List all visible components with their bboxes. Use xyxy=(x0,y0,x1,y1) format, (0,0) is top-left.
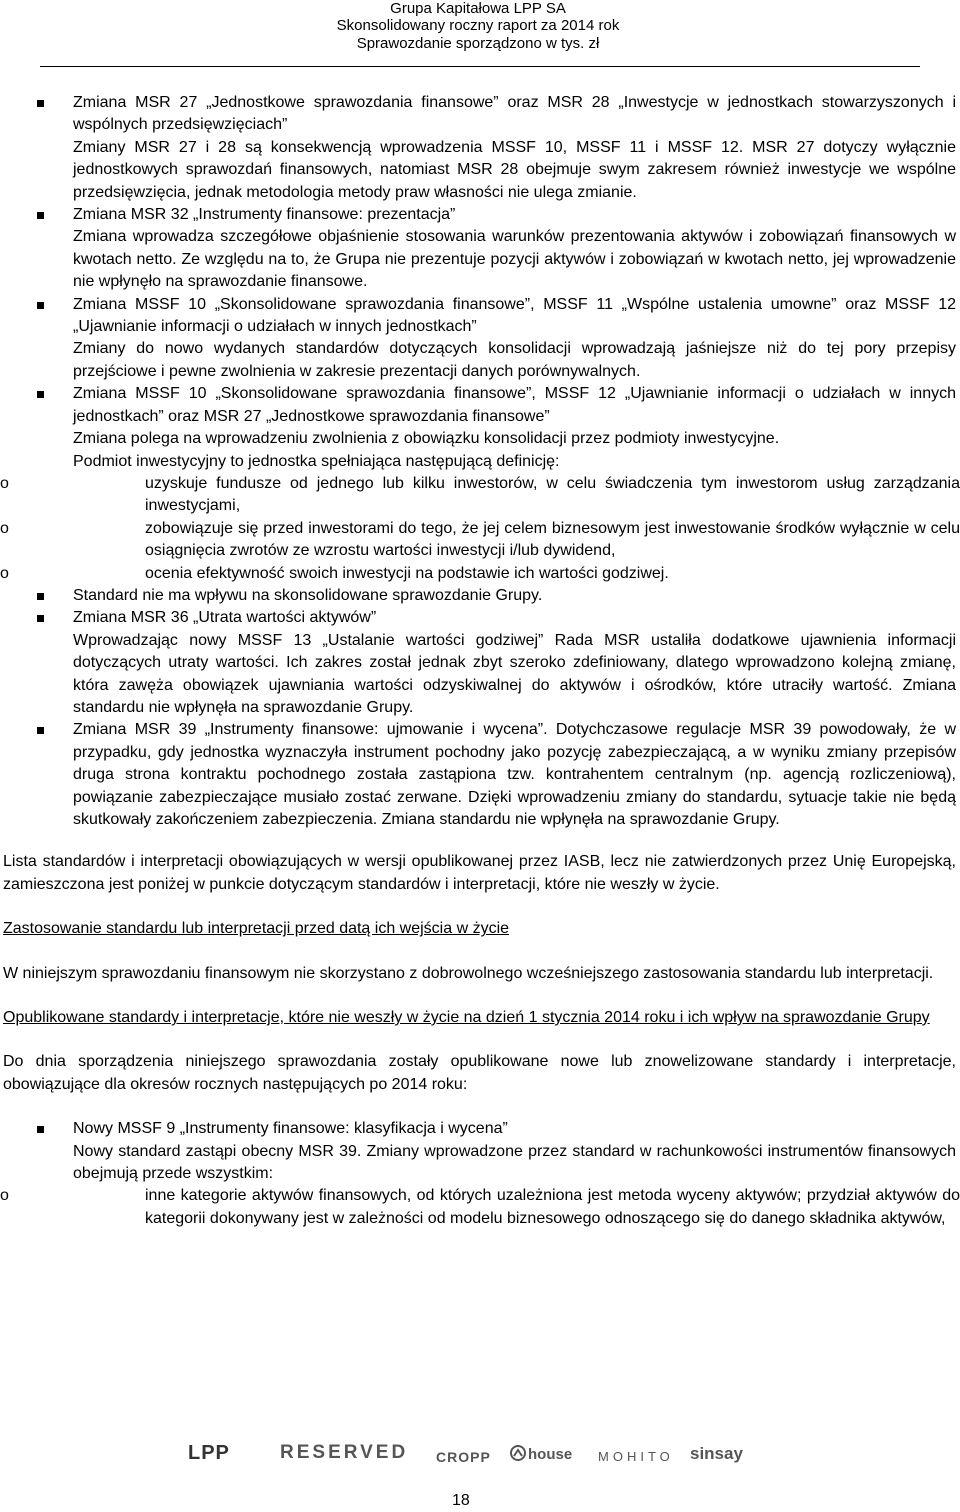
sub-bullet-marker: o xyxy=(0,519,9,537)
logo-cropp: CROPP xyxy=(436,1449,491,1465)
bullet-text: Nowy standard zastąpi obecny MSR 39. Zmiany wprowadzone przez standard w rachunkowości instrumentów finansowych obejmują przede wszystkim: xyxy=(73,1142,956,1183)
header-report-title: Skonsolidowany roczny raport za 2014 rok xyxy=(336,17,620,34)
bullet-text: Zmiana polega na wprowadzeniu zwolnienia z obowiązku konsolidacji przez podmioty inwestycyjne. xyxy=(73,430,780,448)
bullet-text: Zmiana wprowadza szczegółowe objaśnienie stosowania warunków prezentowania aktywów i zobowiązań finansowych w kwotach netto. Ze względu na to, że Grupa nie prezentuje pozycji aktywów i zobowiązań w kwotach netto, jej wprowadzenie nie wpłynęło na sprawozdanie finansowe. xyxy=(73,228,956,291)
page-number: 18 xyxy=(452,1492,470,1509)
bullet-closing-text: Standard nie ma wpływu na skonsolidowane sprawozdanie Grupy. xyxy=(73,586,543,604)
footer-brand-logos xyxy=(0,1432,960,1472)
sub-item-text: zobowiązuje się przed inwestorami do tego, że jej celem biznesowym jest inwestowanie środków wyłącznie w celu osiągnięcia zwrotów ze wzrostu wartości inwestycji i/lub dywidend, xyxy=(145,519,960,560)
header-company: Grupa Kapitałowa LPP SA xyxy=(390,0,566,17)
bullet-msr39 xyxy=(0,719,960,831)
paragraph-iasb-list: Lista standardów i interpretacji obowiązujących w wersji opublikowanej przez IASB, lecz nie zatwierdzonych przez Unię Europejską, zamieszczona jest poniżej w punkcie dotyczącym standardów i interpretacji, które nie weszły w życie. xyxy=(3,853,956,893)
header-currency-note: Sprawozdanie sporządzono w tys. zł xyxy=(356,35,600,52)
bullet-title: Zmiana MSSF 10 „Skonsolidowane sprawozdania finansowe”, MSSF 12 „Ujawnianie informacji o udziałach w innych jednostkach” oraz MSR 27 „Jednostkowe sprawozdania finansowe” xyxy=(73,385,956,425)
sub-list-item xyxy=(0,1185,960,1230)
bullet-closing xyxy=(0,585,960,607)
bullet-text: Podmiot inwestycyjny to jednostka spełniająca następującą definicję: xyxy=(73,452,560,470)
bullet-investment-entities xyxy=(0,383,960,473)
sub-item-text: inne kategorie aktywów finansowych, od których uzależniona jest metoda wyceny aktywów; przydział aktywów do kategorii dokonywany jest w zależności od modelu biznesowego odnoszącego się do danego składnika aktywów, xyxy=(145,1187,960,1227)
bullet-text: Wprowadzając nowy MSSF 13 „Ustalanie wartości godziwej” Rada MSR ustaliła dodatkowe ujawnienia informacji dotyczących utraty wartości. Ich zakres został jednak zbyt szeroko zdefiniowany, dlatego wprowadzono kolejną zmianę, która zawęża obowiązek ujawniania wartości odzyskiwalnej do aktywów i ośrodków, które utraciły wartość. Zmiana standardu nie wpłynęła na sprawozdanie Grupy. xyxy=(73,631,956,716)
logo-house-text: house xyxy=(528,1446,573,1463)
house-icon xyxy=(510,1445,528,1461)
bullet-text: Zmiany MSR 27 i 28 są konsekwencją wprowadzenia MSSF 10, MSSF 11 i MSSF 12. MSR 27 dotyczy wyłącznie jednostkowych sprawozdań finansowych, natomiast MSR 28 obejmuje swym zakresem również inwestycje we wspólne przedsięwzięcia, jednak metodologia metody praw własności nie ulega zmianie. xyxy=(73,138,956,201)
header-divider xyxy=(40,66,920,67)
bullet-title: Zmiana MSR 32 „Instrumenty finansowe: prezentacja” xyxy=(73,206,456,224)
bullet-title: Nowy MSSF 9 „Instrumenty finansowe: klasyfikacja i wycena” xyxy=(73,1120,508,1138)
bullet-title: Zmiana MSR 36 „Utrata wartości aktywów” xyxy=(73,609,377,627)
logo-house xyxy=(510,1444,572,1466)
logo-sinsay: sinsay xyxy=(690,1444,743,1463)
bullet-title: Zmiana MSR 27 „Jednostkowe sprawozdania finansowe” oraz MSR 28 „Inwestycje w jednostkach stowarzyszonych i wspólnych przedsięwzięciach” xyxy=(73,94,956,134)
bullet-msr32 xyxy=(0,204,960,294)
sub-item-text: ocenia efektywność swoich inwestycji na podstawie ich wartości godziwej. xyxy=(145,564,669,582)
bullet-title: Zmiana MSSF 10 „Skonsolidowane sprawozdania finansowe”, MSSF 11 „Wspólne ustalenia umowne” oraz MSSF 12 „Ujawnianie informacji o udziałach w innych jednostkach” xyxy=(73,295,956,336)
sub-bullet-marker: o xyxy=(0,564,9,582)
sub-list-item xyxy=(0,518,960,563)
logo-mohito: MOHITO xyxy=(598,1449,674,1464)
document-body xyxy=(0,92,960,1230)
sub-bullet-marker: o xyxy=(0,1187,9,1205)
section-heading-published-standards: Opublikowane standardy i interpretacje, które nie weszły w życie na dzień 1 stycznia 2014 roku i ich wpływ na sprawozdanie Grupy xyxy=(3,1009,930,1027)
bullet-msr36 xyxy=(0,607,960,719)
sub-bullet-marker: o xyxy=(0,474,9,492)
sub-list-item xyxy=(0,473,960,518)
section-heading-early-adoption: Zastosowanie standardu lub interpretacji przed datą ich wejścia w życie xyxy=(3,920,510,938)
bullet-text: Zmiana MSR 39 „Instrumenty finansowe: ujmowanie i wycena”. Dotychczasowe regulacje MSR 39 powodowały, że w przypadku, gdy jednostka wyznaczyła instrument pochodny jako pozycję zabezpieczającą, a w wyniku zmiany przepisów druga strona kontraktu pochodnego została zastąpiona tzw. kontrahentem centralnym (np. agencją rozliczeniową), powiązanie zabezpieczające musiało zostać zerwane. Dzięki wprowadzeniu zmiany do standardu, sytuacje takie nie będą skutkowały zakończeniem zabezpieczenia. Zmiana standardu nie wpłynęła na sprawozdanie Grupy. xyxy=(73,721,956,828)
logo-reserved: RESERVED xyxy=(280,1442,409,1463)
paragraph-early-adoption: W niniejszym sprawozdaniu finansowym nie skorzystano z dobrowolnego wcześniejszego zastosowania standardu lub interpretacji. xyxy=(3,964,934,982)
paragraph-published-standards: Do dnia sporządzenia niniejszego sprawozdania zostały opublikowane nowe lub znowelizowane standardy i interpretacje, obowiązujące dla okresów rocznych następujących po 2014 roku: xyxy=(3,1053,956,1093)
logo-lpp: LPP xyxy=(188,1442,230,1464)
sub-item-text: uzyskuje fundusze od jednego lub kilku inwestorów, w celu świadczenia tym inwestorom usług zarządzania inwestycjami, xyxy=(145,474,960,515)
sub-list-item xyxy=(0,563,960,585)
bullet-mssf9 xyxy=(0,1118,960,1185)
bullet-msr27-28 xyxy=(0,92,960,204)
bullet-mssf10-11-12 xyxy=(0,294,960,384)
bullet-text: Zmiany do nowo wydanych standardów dotyczących konsolidacji wprowadzają jaśniejsze niż do tej pory przepisy przejściowe i pewne zwolnienia w zakresie prezentacji danych porównywalnych. xyxy=(73,340,956,380)
